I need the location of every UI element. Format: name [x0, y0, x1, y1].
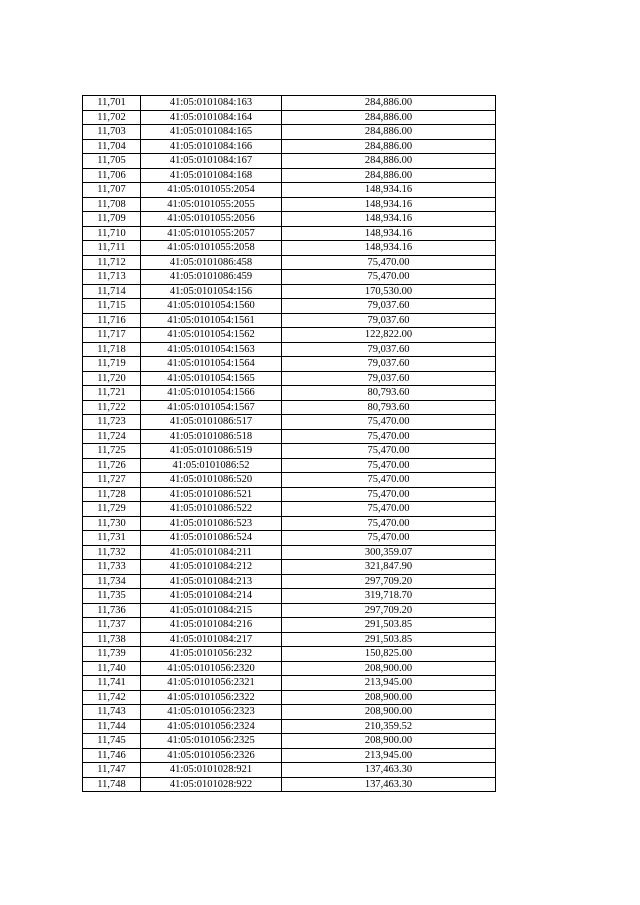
cadastral-number-cell: 41:05:0101084:211: [141, 545, 282, 560]
cadastral-value-cell: 75,470.00: [282, 487, 496, 502]
cadastral-number-cell: 41:05:0101084:167: [141, 154, 282, 169]
cadastral-number-cell: 41:05:0101055:2055: [141, 197, 282, 212]
row-number-cell: 11,741: [83, 676, 141, 691]
table-row: [83, 473, 496, 488]
cadastral-number-cell: 41:05:0101086:517: [141, 415, 282, 430]
table-row: [83, 313, 496, 328]
cadastral-number-cell: 41:05:0101086:521: [141, 487, 282, 502]
table-row: [83, 502, 496, 517]
row-number-cell: 11,747: [83, 763, 141, 778]
cadastral-value-cell: 75,470.00: [282, 429, 496, 444]
row-number-cell: 11,703: [83, 125, 141, 140]
table-row: [83, 400, 496, 415]
table-row: [83, 96, 496, 111]
cadastral-number-cell: 41:05:0101028:922: [141, 777, 282, 792]
row-number-cell: 11,719: [83, 357, 141, 372]
cadastral-value-cell: 321,847.90: [282, 560, 496, 575]
cadastral-value-cell: 208,900.00: [282, 705, 496, 720]
cadastral-number-cell: 41:05:0101028:921: [141, 763, 282, 778]
cadastral-number-cell: 41:05:0101086:458: [141, 255, 282, 270]
cadastral-number-cell: 41:05:0101056:2323: [141, 705, 282, 720]
row-number-cell: 11,735: [83, 589, 141, 604]
cadastral-number-cell: 41:05:0101084:166: [141, 139, 282, 154]
row-number-cell: 11,715: [83, 299, 141, 314]
row-number-cell: 11,728: [83, 487, 141, 502]
table-row: [83, 560, 496, 575]
cadastral-number-cell: 41:05:0101086:459: [141, 270, 282, 285]
table-row: [83, 386, 496, 401]
cadastral-value-cell: 75,470.00: [282, 531, 496, 546]
cadastral-number-cell: 41:05:0101084:216: [141, 618, 282, 633]
cadastral-value-cell: 150,825.00: [282, 647, 496, 662]
cadastral-value-cell: 284,886.00: [282, 125, 496, 140]
table-row: [83, 197, 496, 212]
row-number-cell: 11,732: [83, 545, 141, 560]
table-row: [83, 676, 496, 691]
table-row: [83, 371, 496, 386]
row-number-cell: 11,731: [83, 531, 141, 546]
row-number-cell: 11,729: [83, 502, 141, 517]
cadastral-value-cell: 79,037.60: [282, 342, 496, 357]
cadastral-number-cell: 41:05:0101056:2321: [141, 676, 282, 691]
cadastral-number-cell: 41:05:0101086:520: [141, 473, 282, 488]
table-row: [83, 429, 496, 444]
cadastral-value-cell: 297,709.20: [282, 603, 496, 618]
cadastral-value-cell: 75,470.00: [282, 502, 496, 517]
cadastral-value-cell: 79,037.60: [282, 299, 496, 314]
row-number-cell: 11,708: [83, 197, 141, 212]
cadastral-number-cell: 41:05:0101084:217: [141, 632, 282, 647]
cadastral-value-cell: 300,359.07: [282, 545, 496, 560]
table-row: [83, 284, 496, 299]
cadastral-number-cell: 41:05:0101084:214: [141, 589, 282, 604]
table-row: [83, 212, 496, 227]
table-row: [83, 226, 496, 241]
table-row: [83, 255, 496, 270]
cadastral-value-cell: 75,470.00: [282, 458, 496, 473]
cadastral-value-cell: 79,037.60: [282, 357, 496, 372]
cadastral-value-cell: 148,934.16: [282, 212, 496, 227]
cadastral-value-cell: 208,900.00: [282, 661, 496, 676]
cadastral-number-cell: 41:05:0101055:2056: [141, 212, 282, 227]
row-number-cell: 11,706: [83, 168, 141, 183]
cadastral-number-cell: 41:05:0101054:1561: [141, 313, 282, 328]
cadastral-value-cell: 284,886.00: [282, 168, 496, 183]
table-row: [83, 183, 496, 198]
table-row: [83, 748, 496, 763]
row-number-cell: 11,745: [83, 734, 141, 749]
table-row: [83, 603, 496, 618]
cadastral-number-cell: 41:05:0101054:156: [141, 284, 282, 299]
row-number-cell: 11,705: [83, 154, 141, 169]
cadastral-value-cell: 297,709.20: [282, 574, 496, 589]
row-number-cell: 11,711: [83, 241, 141, 256]
cadastral-number-cell: 41:05:0101056:2322: [141, 690, 282, 705]
table-row: [83, 589, 496, 604]
cadastral-number-cell: 41:05:0101054:1563: [141, 342, 282, 357]
cadastral-value-cell: 137,463.30: [282, 763, 496, 778]
cadastral-number-cell: 41:05:0101056:2320: [141, 661, 282, 676]
table-row: [83, 415, 496, 430]
table-body: [83, 96, 496, 792]
cadastral-value-cell: 122,822.00: [282, 328, 496, 343]
cadastral-value-cell: 319,718.70: [282, 589, 496, 604]
table-row: [83, 647, 496, 662]
row-number-cell: 11,733: [83, 560, 141, 575]
cadastral-number-cell: 41:05:0101086:52: [141, 458, 282, 473]
cadastral-number-cell: 41:05:0101086:523: [141, 516, 282, 531]
table-row: [83, 632, 496, 647]
cadastral-value-cell: 80,793.60: [282, 386, 496, 401]
cadastral-number-cell: 41:05:0101055:2058: [141, 241, 282, 256]
row-number-cell: 11,739: [83, 647, 141, 662]
table-row: [83, 777, 496, 792]
cadastral-number-cell: 41:05:0101086:522: [141, 502, 282, 517]
cadastral-number-cell: 41:05:0101054:1567: [141, 400, 282, 415]
row-number-cell: 11,710: [83, 226, 141, 241]
table-row: [83, 139, 496, 154]
row-number-cell: 11,742: [83, 690, 141, 705]
cadastral-number-cell: 41:05:0101056:2324: [141, 719, 282, 734]
row-number-cell: 11,725: [83, 444, 141, 459]
table-row: [83, 357, 496, 372]
row-number-cell: 11,714: [83, 284, 141, 299]
cadastral-value-cell: 75,470.00: [282, 415, 496, 430]
cadastral-number-cell: 41:05:0101054:1562: [141, 328, 282, 343]
table-row: [83, 705, 496, 720]
cadastral-value-cell: 75,470.00: [282, 270, 496, 285]
table-row: [83, 444, 496, 459]
cadastral-number-cell: 41:05:0101054:1560: [141, 299, 282, 314]
cadastral-number-cell: 41:05:0101084:215: [141, 603, 282, 618]
table-row: [83, 531, 496, 546]
table-row: [83, 690, 496, 705]
row-number-cell: 11,701: [83, 96, 141, 111]
cadastral-number-cell: 41:05:0101056:232: [141, 647, 282, 662]
cadastral-value-cell: 213,945.00: [282, 748, 496, 763]
cadastral-value-cell: 79,037.60: [282, 371, 496, 386]
row-number-cell: 11,702: [83, 110, 141, 125]
row-number-cell: 11,709: [83, 212, 141, 227]
cadastral-value-cell: 137,463.30: [282, 777, 496, 792]
cadastral-value-cell: 208,900.00: [282, 690, 496, 705]
cadastral-value-cell: 148,934.16: [282, 183, 496, 198]
cadastral-number-cell: 41:05:0101054:1564: [141, 357, 282, 372]
cadastral-number-cell: 41:05:0101084:164: [141, 110, 282, 125]
cadastral-number-cell: 41:05:0101054:1565: [141, 371, 282, 386]
cadastral-value-cell: 284,886.00: [282, 154, 496, 169]
cadastral-value-cell: 79,037.60: [282, 313, 496, 328]
table-row: [83, 487, 496, 502]
row-number-cell: 11,722: [83, 400, 141, 415]
cadastral-value-cell: 75,470.00: [282, 444, 496, 459]
row-number-cell: 11,727: [83, 473, 141, 488]
row-number-cell: 11,713: [83, 270, 141, 285]
cadastral-number-cell: 41:05:0101086:524: [141, 531, 282, 546]
row-number-cell: 11,734: [83, 574, 141, 589]
row-number-cell: 11,736: [83, 603, 141, 618]
cadastral-value-cell: 208,900.00: [282, 734, 496, 749]
cadastral-value-cell: 80,793.60: [282, 400, 496, 415]
cadastral-number-cell: 41:05:0101084:165: [141, 125, 282, 140]
row-number-cell: 11,724: [83, 429, 141, 444]
cadastral-value-cell: 148,934.16: [282, 197, 496, 212]
cadastral-value-cell: 291,503.85: [282, 618, 496, 633]
table-row: [83, 719, 496, 734]
table-row: [83, 241, 496, 256]
row-number-cell: 11,743: [83, 705, 141, 720]
row-number-cell: 11,720: [83, 371, 141, 386]
table-row: [83, 342, 496, 357]
cadastral-number-cell: 41:05:0101084:168: [141, 168, 282, 183]
row-number-cell: 11,712: [83, 255, 141, 270]
table-row: [83, 734, 496, 749]
cadastral-number-cell: 41:05:0101054:1566: [141, 386, 282, 401]
table-row: [83, 545, 496, 560]
cadastral-number-cell: 41:05:0101084:213: [141, 574, 282, 589]
table-row: [83, 125, 496, 140]
row-number-cell: 11,717: [83, 328, 141, 343]
cadastral-value-cell: 213,945.00: [282, 676, 496, 691]
cadastral-number-cell: 41:05:0101055:2057: [141, 226, 282, 241]
table-row: [83, 110, 496, 125]
table-row: [83, 574, 496, 589]
cadastral-number-cell: 41:05:0101084:212: [141, 560, 282, 575]
cadastral-value-cell: 148,934.16: [282, 241, 496, 256]
row-number-cell: 11,704: [83, 139, 141, 154]
row-number-cell: 11,721: [83, 386, 141, 401]
row-number-cell: 11,723: [83, 415, 141, 430]
table-row: [83, 516, 496, 531]
table-row: [83, 299, 496, 314]
table-row: [83, 618, 496, 633]
cadastral-value-cell: 75,470.00: [282, 473, 496, 488]
cadastral-number-cell: 41:05:0101056:2325: [141, 734, 282, 749]
row-number-cell: 11,730: [83, 516, 141, 531]
cadastral-number-cell: 41:05:0101086:519: [141, 444, 282, 459]
row-number-cell: 11,726: [83, 458, 141, 473]
cadastral-value-cell: 75,470.00: [282, 516, 496, 531]
row-number-cell: 11,746: [83, 748, 141, 763]
cadastral-value-cell: 284,886.00: [282, 110, 496, 125]
row-number-cell: 11,748: [83, 777, 141, 792]
cadastral-value-cell: 210,359.52: [282, 719, 496, 734]
cadastral-value-cell: 284,886.00: [282, 96, 496, 111]
cadastral-number-cell: 41:05:0101056:2326: [141, 748, 282, 763]
cadastral-value-cell: 170,530.00: [282, 284, 496, 299]
cadastral-value-cell: 148,934.16: [282, 226, 496, 241]
cadastral-value-cell: 291,503.85: [282, 632, 496, 647]
row-number-cell: 11,718: [83, 342, 141, 357]
table-row: [83, 270, 496, 285]
row-number-cell: 11,716: [83, 313, 141, 328]
table-row: [83, 763, 496, 778]
cadastral-value-table: [82, 95, 496, 792]
table-row: [83, 154, 496, 169]
cadastral-number-cell: 41:05:0101084:163: [141, 96, 282, 111]
row-number-cell: 11,740: [83, 661, 141, 676]
row-number-cell: 11,737: [83, 618, 141, 633]
row-number-cell: 11,744: [83, 719, 141, 734]
cadastral-value-cell: 284,886.00: [282, 139, 496, 154]
table-row: [83, 661, 496, 676]
cadastral-number-cell: 41:05:0101086:518: [141, 429, 282, 444]
table-row: [83, 328, 496, 343]
cadastral-number-cell: 41:05:0101055:2054: [141, 183, 282, 198]
row-number-cell: 11,738: [83, 632, 141, 647]
row-number-cell: 11,707: [83, 183, 141, 198]
table-row: [83, 458, 496, 473]
cadastral-value-cell: 75,470.00: [282, 255, 496, 270]
table-row: [83, 168, 496, 183]
